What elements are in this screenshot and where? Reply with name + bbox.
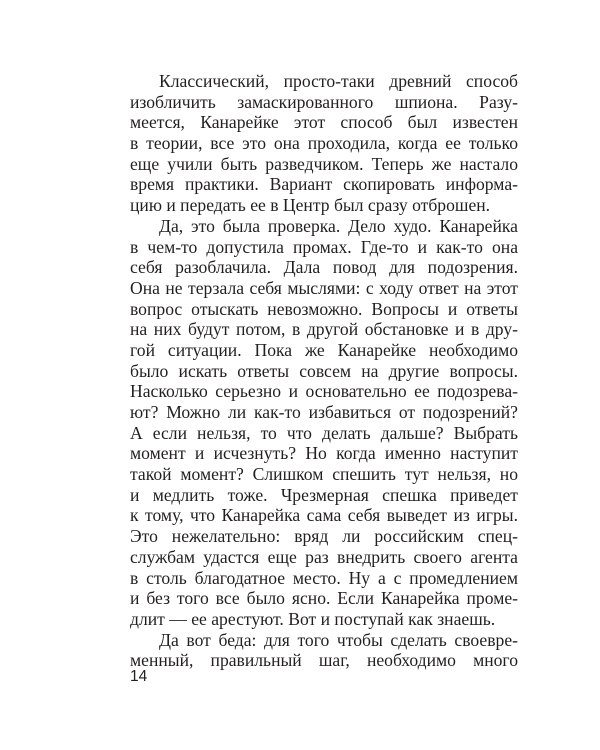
text-line: менный, правильный шаг, необходимо много [130, 650, 518, 671]
text-line: такой момент? Слишком спешить тут нельзя, но [130, 464, 518, 485]
text-line: себя разоблачила. Дала повод для подозрения. [130, 257, 518, 278]
text-line: гой ситуации. Пока же Канарейке необходимо [130, 339, 518, 360]
text-line: и без того все было ясно. Если Канарейка проме- [130, 588, 518, 609]
text-line: цию и передать ее в Центр был сразу отброшен. [130, 195, 491, 216]
text-line: к тому, что Канарейка сама себя выведет из игры. [130, 505, 518, 526]
text-line: длит — ее арестуют. Вот и поступай как знаешь. [130, 608, 496, 629]
text-line: Насколько серьезно и основательно ее подозрева- [130, 381, 518, 402]
text-line: вопрос отыскать невозможно. Вопросы и ответы [130, 298, 518, 319]
text-line: еще учили быть разведчиком. Теперь же настало [130, 153, 518, 174]
page-number: 14 [130, 668, 148, 685]
text-line: Это нежелательно: вряд ли российским спец- [130, 526, 518, 547]
text-line: на них будут потом, в другой обстановке и в дру- [130, 319, 518, 340]
text-line: момент и исчезнуть? Но когда именно наступит [130, 443, 518, 464]
text-line: ют? Можно ли как-то избавиться от подозрений? [130, 402, 518, 422]
text-line: в чем-то допустила промах. Где-то и как-то она [130, 236, 518, 257]
text-line: Да, это была проверка. Дело худо. Канарейка [159, 215, 518, 236]
text-line: Классический, просто-таки древний способ [159, 71, 518, 91]
text-line: в столь благодатное место. Ну а с промедлением [130, 567, 518, 588]
text-line: время практики. Вариант скопировать информа- [130, 174, 518, 195]
text-line: и медлить тоже. Чрезмерная спешка приведет [130, 484, 518, 505]
text-line: Она не терзала себя мыслями: с ходу ответ на этот [130, 277, 518, 298]
text-line: меется, Канарейке этот способ был известен [130, 112, 518, 133]
text-line: службам удастся еще раз внедрить своего агента [130, 546, 518, 567]
text-line: было искать ответы совсем на другие вопросы. [130, 360, 518, 381]
text-line: изобличить замаскированного шпиона. Разу- [130, 91, 518, 112]
text-line: А если нельзя, то что делать дальше? Выбрать [130, 422, 518, 443]
text-line: Да вот беда: для того чтобы сделать своевре- [159, 629, 518, 650]
body-text [130, 71, 518, 671]
text-line: в теории, все это она проходила, когда ее только [130, 133, 518, 154]
